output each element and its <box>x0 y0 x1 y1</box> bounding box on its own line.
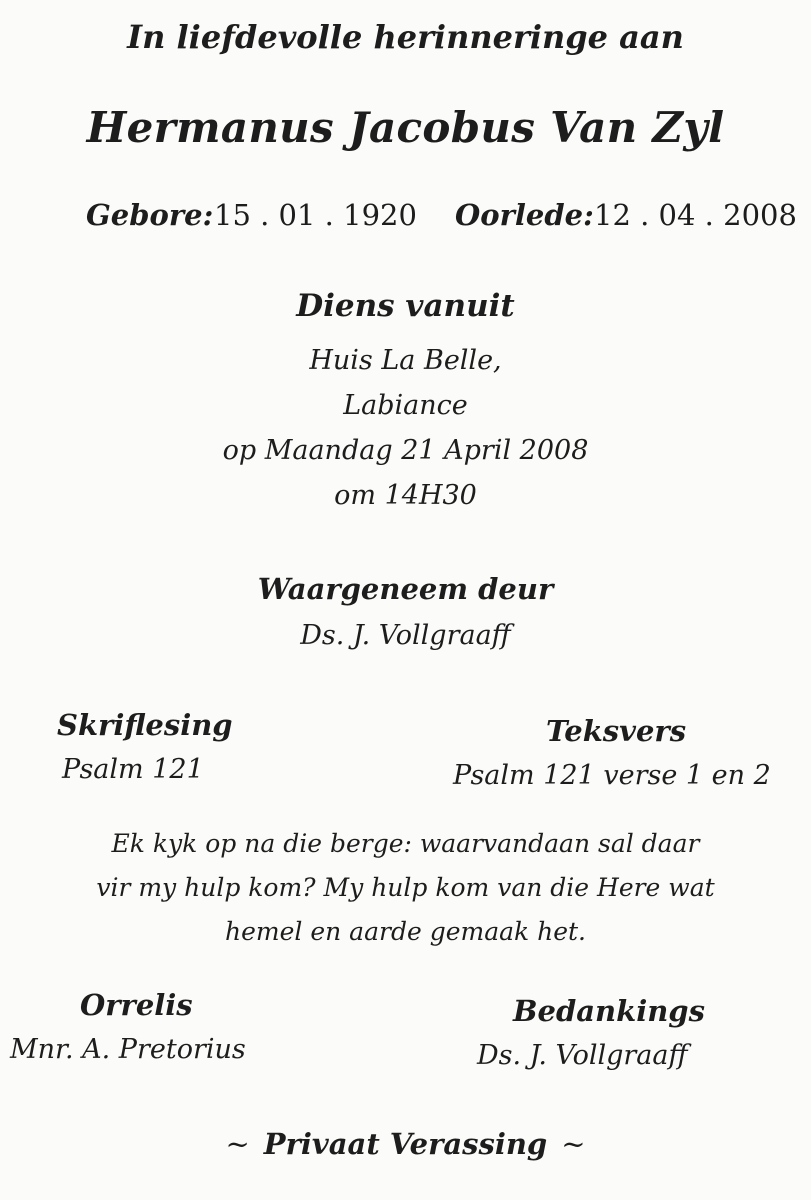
service-date: op Maandag 21 April 2008 <box>222 435 589 466</box>
service-time: om 14H30 <box>334 480 477 511</box>
service-title: Diens vanuit <box>296 288 515 324</box>
officiant-title: Waargeneem deur <box>257 572 554 606</box>
private-cremation-text: Privaat Verassing <box>263 1127 548 1161</box>
scripture-title: Skriflesing <box>57 708 233 742</box>
verse-quote <box>0 822 811 954</box>
service-venue: Huis La Belle, <box>309 345 502 376</box>
verse-line: vir my hulp kom? My hulp kom van die Here wat <box>96 873 715 902</box>
born-date: 15 . 01 . 1920 <box>214 198 417 232</box>
private-cremation <box>0 1127 811 1161</box>
organist-title: Orrelis <box>80 988 193 1022</box>
verse-line: Ek kyk op na die berge: waarvandaan sal daar <box>111 829 700 858</box>
text-verse-title: Teksvers <box>546 714 687 748</box>
thanks-name: Ds. J. Vollgraaff <box>477 1040 688 1071</box>
tilde-right: ~ <box>561 1127 586 1161</box>
tilde-left: ~ <box>225 1127 250 1161</box>
deceased-name: Hermanus Jacobus Van Zyl <box>86 103 725 152</box>
thanks-title: Bedankings <box>513 994 705 1028</box>
service-location: Labiance <box>343 390 468 421</box>
organist-name: Mnr. A. Pretorius <box>10 1034 246 1065</box>
text-verse-value: Psalm 121 verse 1 en 2 <box>453 760 771 791</box>
born-label: Gebore: <box>86 198 214 232</box>
died-date: 12 . 04 . 2008 <box>594 198 797 232</box>
intro-heading: In liefdevolle herinneringe aan <box>127 18 684 56</box>
officiant-name: Ds. J. Vollgraaff <box>300 620 511 651</box>
died-label: Oorlede: <box>455 198 594 232</box>
scripture-value: Psalm 121 <box>62 754 204 785</box>
verse-line: hemel en aarde gemaak het. <box>225 917 586 946</box>
